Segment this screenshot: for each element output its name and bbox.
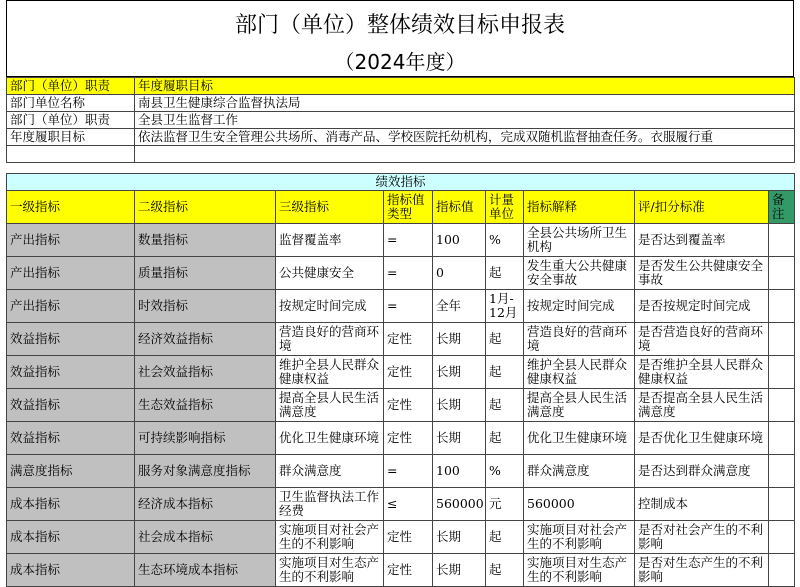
- cell-l3[interactable]: 公共健康安全: [276, 257, 384, 290]
- cell-type[interactable]: 定性: [384, 356, 433, 389]
- cell-unit[interactable]: 元: [486, 488, 524, 521]
- cell-unit[interactable]: 起: [486, 554, 524, 587]
- col-header[interactable]: 指标值类型: [384, 191, 433, 224]
- cell-value[interactable]: 长期: [433, 554, 486, 587]
- cell-type[interactable]: 定性: [384, 389, 433, 422]
- cell-explain[interactable]: 维护全县人民群众健康权益: [524, 356, 635, 389]
- cell-unit[interactable]: 起: [486, 389, 524, 422]
- cell-l2[interactable]: 生态环境成本指标: [135, 554, 276, 587]
- cell-explain[interactable]: 营造良好的营商环境: [524, 323, 635, 356]
- col-header[interactable]: 计量单位: [486, 191, 524, 224]
- cell-standard[interactable]: 是否维护全县人民群众健康权益: [635, 356, 769, 389]
- col-header[interactable]: 二级指标: [135, 191, 276, 224]
- cell-value[interactable]: 100: [433, 224, 486, 257]
- cell-l2[interactable]: 社会效益指标: [135, 356, 276, 389]
- cell-l1[interactable]: 效益指标: [7, 356, 135, 389]
- cell-explain[interactable]: 560000: [524, 488, 635, 521]
- cell-type[interactable]: =: [384, 224, 433, 257]
- cell-l3[interactable]: 维护全县人民群众健康权益: [276, 356, 384, 389]
- cell-l2[interactable]: 时效指标: [135, 290, 276, 323]
- col-header[interactable]: 三级指标: [276, 191, 384, 224]
- cell-type[interactable]: 定性: [384, 422, 433, 455]
- cell-unit[interactable]: 起: [486, 356, 524, 389]
- col-header[interactable]: 一级指标: [7, 191, 135, 224]
- cell-l3[interactable]: 提高全县人民生活满意度: [276, 389, 384, 422]
- cell-value[interactable]: 560000: [433, 488, 486, 521]
- cell-note[interactable]: [769, 554, 795, 587]
- cell-type[interactable]: ≤: [384, 488, 433, 521]
- cell-l3[interactable]: 实施项目对社会产生的不利影响: [276, 521, 384, 554]
- cell-l1[interactable]: 成本指标: [7, 521, 135, 554]
- perf-header-row: [7, 174, 795, 191]
- cell-l1[interactable]: 效益指标: [7, 422, 135, 455]
- cell-explain[interactable]: 实施项目对生态产生的不利影响: [524, 554, 635, 587]
- table-row: [7, 554, 795, 587]
- cell-standard[interactable]: 是否营造良好的营商环境: [635, 323, 769, 356]
- cell-unit[interactable]: 1月-12月: [486, 290, 524, 323]
- table-row: [7, 257, 795, 290]
- cell-explain[interactable]: 全县公共场所卫生机构: [524, 224, 635, 257]
- cell-note[interactable]: [769, 290, 795, 323]
- col-header[interactable]: 指标解释: [524, 191, 635, 224]
- cell-l2[interactable]: 经济效益指标: [135, 323, 276, 356]
- cell-explain[interactable]: 提高全县人民生活满意度: [524, 389, 635, 422]
- cell-l2[interactable]: 可持续影响指标: [135, 422, 276, 455]
- sheet: [6, 0, 794, 586]
- table-row: [7, 356, 795, 389]
- info-value[interactable]: 南县卫生健康综合监督执法局: [135, 95, 795, 112]
- cell-l2[interactable]: 数量指标: [135, 224, 276, 257]
- blank-cell[interactable]: [7, 146, 135, 163]
- table-row: [7, 323, 795, 356]
- cell-standard[interactable]: 是否对生态产生的不利影响: [635, 554, 769, 587]
- info-table: [6, 77, 795, 163]
- table-row: [7, 455, 795, 488]
- info-row: [7, 78, 795, 95]
- info-label[interactable]: 部门（单位）职责: [7, 112, 135, 129]
- cell-value[interactable]: 长期: [433, 521, 486, 554]
- info-value[interactable]: 依法监督卫生安全管理公共场所、消毒产品、学校医院托幼机构，完成双随机监督抽查任务。衣服履行重: [135, 129, 795, 146]
- cell-type[interactable]: =: [384, 257, 433, 290]
- cell-l1[interactable]: 产出指标: [7, 224, 135, 257]
- table-row: [7, 224, 795, 257]
- cell-standard[interactable]: 是否发生公共健康安全事故: [635, 257, 769, 290]
- info-value[interactable]: 全县卫生监督工作: [135, 112, 795, 129]
- cell-l1[interactable]: 效益指标: [7, 389, 135, 422]
- cell-l1[interactable]: 产出指标: [7, 290, 135, 323]
- cell-explain[interactable]: 按规定时间完成: [524, 290, 635, 323]
- cell-standard[interactable]: 是否达到覆盖率: [635, 224, 769, 257]
- cell-value[interactable]: 长期: [433, 389, 486, 422]
- cell-l3[interactable]: 营造良好的营商环境: [276, 323, 384, 356]
- cell-explain[interactable]: 优化卫生健康环境: [524, 422, 635, 455]
- info-label[interactable]: 年度履职目标: [7, 129, 135, 146]
- cell-l3[interactable]: 群众满意度: [276, 455, 384, 488]
- info-row: [7, 129, 795, 146]
- cell-note[interactable]: [769, 257, 795, 290]
- info-value[interactable]: 年度履职目标: [135, 78, 795, 95]
- cell-standard[interactable]: 是否优化卫生健康环境: [635, 422, 769, 455]
- cell-l1[interactable]: 产出指标: [7, 257, 135, 290]
- table-row: [7, 422, 795, 455]
- year-subtitle: （2024年度）: [6, 44, 794, 77]
- info-blank-row: [7, 146, 795, 163]
- cell-standard[interactable]: 是否达到群众满意度: [635, 455, 769, 488]
- table-row: [7, 290, 795, 323]
- cell-note[interactable]: [769, 389, 795, 422]
- info-row: [7, 112, 795, 129]
- cell-unit[interactable]: 起: [486, 323, 524, 356]
- cell-l3[interactable]: 监督覆盖率: [276, 224, 384, 257]
- cell-note[interactable]: [769, 422, 795, 455]
- performance-table: [6, 173, 795, 587]
- perf-header: 绩效指标: [7, 174, 795, 191]
- cell-l1[interactable]: 成本指标: [7, 554, 135, 587]
- table-row: [7, 389, 795, 422]
- cell-standard[interactable]: 是否按规定时间完成: [635, 290, 769, 323]
- cell-l3[interactable]: 优化卫生健康环境: [276, 422, 384, 455]
- cell-note[interactable]: [769, 323, 795, 356]
- cell-type[interactable]: 定性: [384, 323, 433, 356]
- cell-explain[interactable]: 发生重大公共健康安全事故: [524, 257, 635, 290]
- table-row: [7, 488, 795, 521]
- blank-cell[interactable]: [135, 146, 795, 163]
- col-header[interactable]: 备注: [769, 191, 795, 224]
- cell-note[interactable]: [769, 521, 795, 554]
- cell-value[interactable]: 长期: [433, 356, 486, 389]
- cell-value[interactable]: 0: [433, 257, 486, 290]
- page-title: 部门（单位）整体绩效目标申报表: [6, 0, 794, 45]
- cell-standard[interactable]: 是否对社会产生的不利影响: [635, 521, 769, 554]
- cell-l2[interactable]: 社会成本指标: [135, 521, 276, 554]
- cell-unit[interactable]: 起: [486, 521, 524, 554]
- column-header-row: [7, 191, 795, 224]
- cell-note[interactable]: [769, 356, 795, 389]
- info-row: [7, 95, 795, 112]
- cell-note[interactable]: [769, 455, 795, 488]
- cell-type[interactable]: 定性: [384, 554, 433, 587]
- cell-note[interactable]: [769, 488, 795, 521]
- cell-explain[interactable]: 群众满意度: [524, 455, 635, 488]
- cell-value[interactable]: 全年: [433, 290, 486, 323]
- cell-explain[interactable]: 实施项目对社会产生的不利影响: [524, 521, 635, 554]
- cell-value[interactable]: 100: [433, 455, 486, 488]
- cell-l2[interactable]: 生态效益指标: [135, 389, 276, 422]
- cell-unit[interactable]: %: [486, 455, 524, 488]
- info-label[interactable]: 部门单位名称: [7, 95, 135, 112]
- cell-l3[interactable]: 按规定时间完成: [276, 290, 384, 323]
- info-label[interactable]: 部门（单位）职责: [7, 78, 135, 95]
- col-header[interactable]: 评/扣分标准: [635, 191, 769, 224]
- cell-note[interactable]: [769, 224, 795, 257]
- cell-l1[interactable]: 成本指标: [7, 488, 135, 521]
- col-header[interactable]: 指标值: [433, 191, 486, 224]
- cell-l3[interactable]: 实施项目对生态产生的不利影响: [276, 554, 384, 587]
- cell-type[interactable]: =: [384, 290, 433, 323]
- cell-value[interactable]: 长期: [433, 422, 486, 455]
- cell-l1[interactable]: 满意度指标: [7, 455, 135, 488]
- cell-l2[interactable]: 质量指标: [135, 257, 276, 290]
- cell-type[interactable]: =: [384, 455, 433, 488]
- cell-value[interactable]: 长期: [433, 323, 486, 356]
- cell-l2[interactable]: 服务对象满意度指标: [135, 455, 276, 488]
- cell-type[interactable]: 定性: [384, 521, 433, 554]
- cell-unit[interactable]: 起: [486, 257, 524, 290]
- cell-standard[interactable]: 是否提高全县人民生活满意度: [635, 389, 769, 422]
- cell-l2[interactable]: 经济成本指标: [135, 488, 276, 521]
- cell-standard[interactable]: 控制成本: [635, 488, 769, 521]
- cell-l3[interactable]: 卫生监督执法工作经费: [276, 488, 384, 521]
- cell-unit[interactable]: 起: [486, 422, 524, 455]
- cell-unit[interactable]: %: [486, 224, 524, 257]
- cell-l1[interactable]: 效益指标: [7, 323, 135, 356]
- table-row: [7, 521, 795, 554]
